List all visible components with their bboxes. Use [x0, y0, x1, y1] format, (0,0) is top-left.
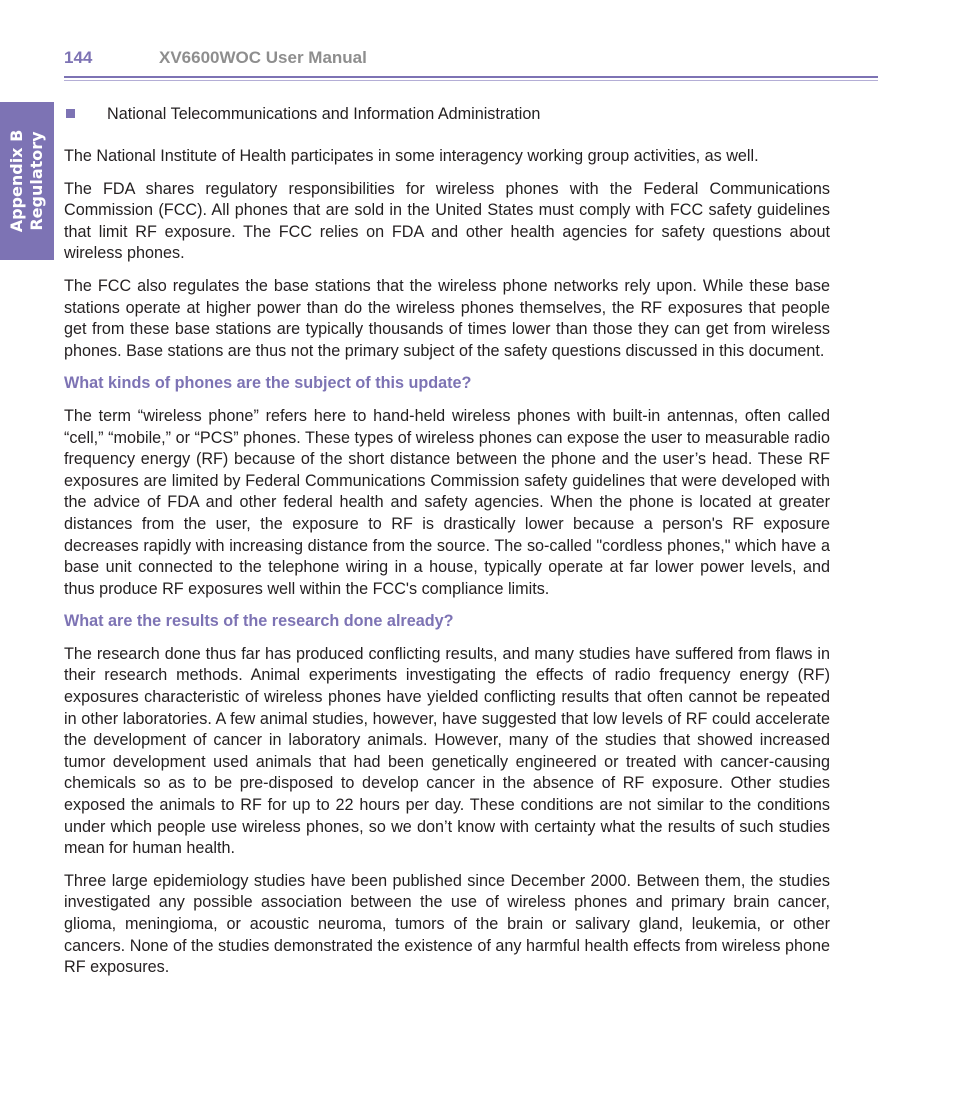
paragraph-base-stations: The FCC also regulates the base stations that the wireless phone networks rely upon. While these base stations operate at higher power than do the wireless phones themselves, the RF exposures that people get from these base stations are typically thousands of times lower than those they can get from wireless phones. Base stations are thus not the primary subject of the safety questions discussed in this document. [64, 276, 830, 360]
bullet-item [64, 102, 830, 126]
manual-title: XV6600WOC User Manual [159, 48, 367, 67]
paragraph-nih: The National Institute of Health participates in some interagency working group activities, as well. [64, 147, 759, 165]
appendix-side-tab [0, 102, 54, 260]
page-header [64, 46, 878, 68]
side-tab-line-2: Regulatory [27, 131, 46, 231]
section-heading-research: What are the results of the research done already? [64, 612, 454, 631]
paragraph-wireless-phone-term: The term “wireless phone” refers here to hand-held wireless phones with built-in antennas, often called “cell,” “mobile,” or “PCS” phones. These types of wireless phones can expose the user to measurable radio frequency energy (RF) because of the short distance between the phone and the user’s head. These RF exposures are limited by Federal Communications Commission safety guidelines that were developed with the advice of FDA and other federal health and safety agencies. When the phone is located at greater distances from the user, the exposure to RF is drastically lower because a person's RF exposure decreases rapidly with increasing distance from the source. The so-called "cordless phones," which have a base unit connected to the telephone wiring in a house, typically operate at far lower power levels, and thus produce RF exposures well within the FCC's compliance limits. [64, 406, 830, 598]
page-content [64, 102, 830, 990]
square-bullet-icon [66, 109, 75, 118]
paragraph-epidemiology-studies: Three large epidemiology studies have been published since December 2000. Between them, the studies investigated any possible association between the use of wireless phones and primary brain cancer, glioma, meningioma, or acoustic neuroma, tumors of the brain or salivary gland, leukemia, or other cancers. None of the studies demonstrated the existence of any harmful health effects from wireless phone RF exposures. [64, 871, 830, 977]
side-tab-label [7, 130, 47, 233]
bullet-text: National Telecommunications and Information Administration [107, 105, 541, 123]
paragraph-fda-fcc: The FDA shares regulatory responsibilities for wireless phones with the Federal Communications Commission (FCC). All phones that are sold in the United States must comply with FCC safety guidelines that limit RF exposure. The FCC relies on FDA and other health agencies for safety questions about wireless phones. [64, 179, 830, 263]
page-number: 144 [64, 48, 93, 67]
header-rule [64, 76, 878, 78]
side-tab-line-1: Appendix B [7, 129, 26, 233]
header-rule-thin [64, 80, 878, 81]
paragraph-research-results: The research done thus far has produced conflicting results, and many studies have suffered from flaws in their research methods. Animal experiments investigating the effects of radio frequency energy (RF) exposures characteristic of wireless phones have yielded conflicting results that often cannot be repeated in other laboratories. A few animal studies, however, have suggested that low levels of RF could accelerate the development of cancer in laboratory animals. However, many of the studies that showed increased tumor development used animals that had been genetically engineered or treated with cancer-causing chemicals so as to be pre-disposed to develop cancer in the absence of RF exposure. Other studies exposed the animals to RF for up to 22 hours per day. These conditions are not similar to the conditions under which people use wireless phones, so we don’t know with certainty what the results of such studies mean for human health. [64, 644, 830, 858]
section-heading-phones: What kinds of phones are the subject of this update? [64, 374, 472, 393]
